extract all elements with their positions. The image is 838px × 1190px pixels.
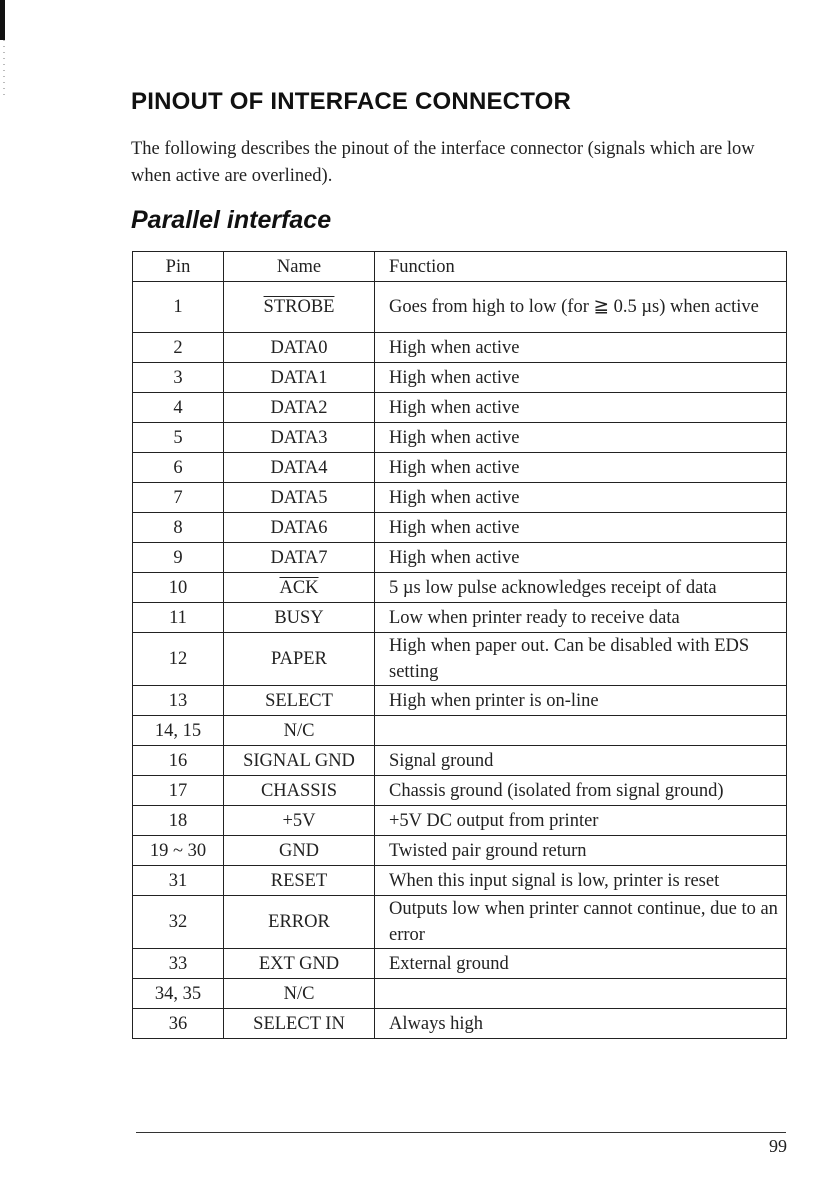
name-cell: DATA0 xyxy=(224,333,375,363)
name-cell: DATA5 xyxy=(224,483,375,513)
page-title: PINOUT OF INTERFACE CONNECTOR xyxy=(131,88,572,115)
name-cell: DATA7 xyxy=(224,543,375,573)
footer-rule xyxy=(136,1132,786,1133)
table-row xyxy=(133,1009,787,1039)
table-row xyxy=(133,896,787,949)
pin-cell: 13 xyxy=(133,686,224,716)
function-cell: Low when printer ready to receive data xyxy=(375,603,787,633)
header-function: Function xyxy=(375,252,787,282)
table-row xyxy=(133,513,787,543)
name-cell: ERROR xyxy=(224,896,375,949)
table-row xyxy=(133,866,787,896)
function-cell xyxy=(375,979,787,1009)
function-cell: High when active xyxy=(375,333,787,363)
name-cell: N/C xyxy=(224,716,375,746)
function-cell: Always high xyxy=(375,1009,787,1039)
function-cell: External ground xyxy=(375,949,787,979)
pin-cell: 2 xyxy=(133,333,224,363)
table-row xyxy=(133,979,787,1009)
scan-edge-dots xyxy=(3,40,5,100)
function-cell: High when active xyxy=(375,543,787,573)
pinout-table xyxy=(132,251,787,1039)
pin-cell: 8 xyxy=(133,513,224,543)
pin-cell: 17 xyxy=(133,776,224,806)
name-cell: DATA2 xyxy=(224,393,375,423)
table-row xyxy=(133,836,787,866)
section-title: Parallel interface xyxy=(131,206,332,234)
page-number: 99 xyxy=(769,1136,787,1156)
table-row xyxy=(133,282,787,333)
name-cell: DATA4 xyxy=(224,453,375,483)
pin-cell: 7 xyxy=(133,483,224,513)
table-row xyxy=(133,603,787,633)
function-cell: High when active xyxy=(375,513,787,543)
name-cell: SIGNAL GND xyxy=(224,746,375,776)
table-row xyxy=(133,333,787,363)
pin-cell: 19 ~ 30 xyxy=(133,836,224,866)
name-cell: DATA1 xyxy=(224,363,375,393)
name-cell: CHASSIS xyxy=(224,776,375,806)
table-header-row xyxy=(133,252,787,282)
pin-cell: 4 xyxy=(133,393,224,423)
name-cell: GND xyxy=(224,836,375,866)
name-cell: $\overline{ACK}$ xyxy=(224,573,375,603)
table-row xyxy=(133,716,787,746)
name-cell: SELECT IN xyxy=(224,1009,375,1039)
function-cell: High when active xyxy=(375,393,787,423)
name-cell: PAPER xyxy=(224,633,375,686)
pin-cell: 32 xyxy=(133,896,224,949)
table-row xyxy=(133,686,787,716)
pin-cell: 18 xyxy=(133,806,224,836)
table-row xyxy=(133,543,787,573)
pin-cell: 16 xyxy=(133,746,224,776)
name-cell: EXT GND xyxy=(224,949,375,979)
table-row xyxy=(133,393,787,423)
scan-edge-mark xyxy=(0,0,5,40)
pin-cell: 9 xyxy=(133,543,224,573)
pin-cell: 10 xyxy=(133,573,224,603)
header-pin: Pin xyxy=(133,252,224,282)
pin-cell: 36 xyxy=(133,1009,224,1039)
name-cell: DATA6 xyxy=(224,513,375,543)
name-cell: SELECT xyxy=(224,686,375,716)
table-row xyxy=(133,573,787,603)
table-row xyxy=(133,776,787,806)
function-cell: +5V DC output from printer xyxy=(375,806,787,836)
function-cell xyxy=(375,716,787,746)
table-row xyxy=(133,453,787,483)
function-cell: High when active xyxy=(375,483,787,513)
pin-cell: 3 xyxy=(133,363,224,393)
function-cell: High when printer is on-line xyxy=(375,686,787,716)
pin-cell: 33 xyxy=(133,949,224,979)
function-cell: High when paper out. Can be disabled with EDS setting xyxy=(375,633,787,686)
function-cell: When this input signal is low, printer is reset xyxy=(375,866,787,896)
pin-cell: 14, 15 xyxy=(133,716,224,746)
name-cell: STROBE xyxy=(224,282,375,333)
table-row xyxy=(133,423,787,453)
function-cell: 5 µs low pulse acknowledges receipt of data xyxy=(375,573,787,603)
function-cell: High when active xyxy=(375,423,787,453)
intro-paragraph: The following describes the pinout of the interface connector (signals which are low when active are overlined). xyxy=(131,139,755,186)
name-cell: DATA3 xyxy=(224,423,375,453)
name-cell: N/C xyxy=(224,979,375,1009)
table-row xyxy=(133,746,787,776)
header-name: Name xyxy=(224,252,375,282)
pin-cell: 1 xyxy=(133,282,224,333)
table-row xyxy=(133,483,787,513)
table-row xyxy=(133,633,787,686)
pin-cell: 6 xyxy=(133,453,224,483)
table-row xyxy=(133,949,787,979)
pin-cell: 31 xyxy=(133,866,224,896)
name-cell: BUSY xyxy=(224,603,375,633)
function-cell: High when active xyxy=(375,453,787,483)
pin-cell: 12 xyxy=(133,633,224,686)
function-cell: Chassis ground (isolated from signal ground) xyxy=(375,776,787,806)
function-cell: High when active xyxy=(375,363,787,393)
table-row xyxy=(133,806,787,836)
pin-cell: 11 xyxy=(133,603,224,633)
function-cell: Outputs low when printer cannot continue, due to an error xyxy=(375,896,787,949)
table-row xyxy=(133,363,787,393)
name-cell: +5V xyxy=(224,806,375,836)
pin-cell: 5 xyxy=(133,423,224,453)
pin-cell: 34, 35 xyxy=(133,979,224,1009)
function-cell: Twisted pair ground return xyxy=(375,836,787,866)
function-cell: Signal ground xyxy=(375,746,787,776)
function-cell: Goes from high to low (for ≧ 0.5 µs) when active xyxy=(375,282,787,333)
name-cell: RESET xyxy=(224,866,375,896)
